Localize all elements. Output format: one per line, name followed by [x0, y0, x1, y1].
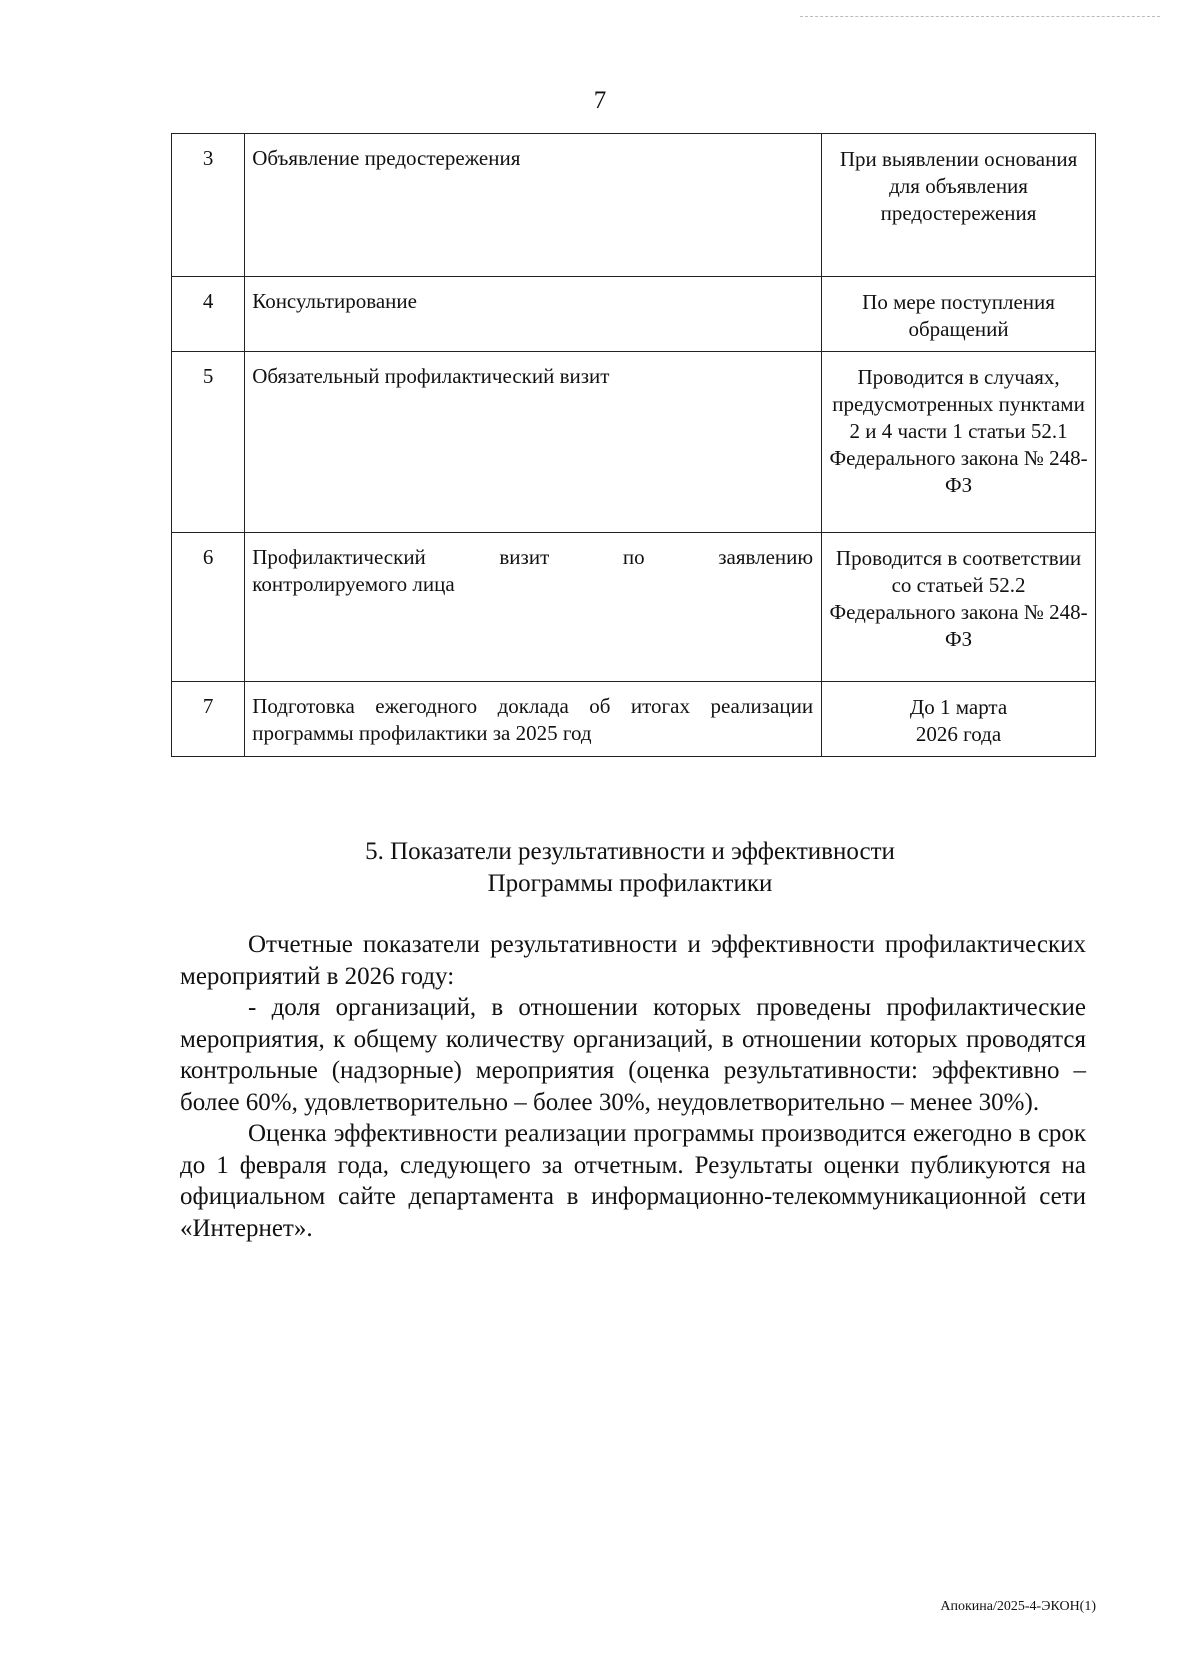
paragraph: Отчетные показатели результативности и эффективности профилактических мероприятий в 2026 году: — [180, 931, 1086, 990]
activity-word: Профилактический — [252, 545, 426, 569]
table-row — [172, 682, 1096, 757]
section-heading-line: 5. Показатели результативности и эффективности — [365, 838, 895, 865]
activity-cell — [245, 533, 822, 682]
table-row — [172, 134, 1096, 277]
row-number: 3 — [172, 134, 245, 277]
activity-cell: Обязательный профилактический визит — [245, 352, 822, 533]
activity-cell: Объявление предостережения — [245, 134, 822, 277]
activity-word: визит — [499, 545, 550, 569]
term-cell: По мере поступления обращений — [822, 277, 1096, 352]
page-number: 7 — [593, 87, 607, 114]
activity-cell: Консультирование — [245, 277, 822, 352]
activity-word: заявлению — [718, 545, 814, 569]
term-cell: При выявлении основания для объявления предостережения — [822, 134, 1096, 277]
document-reference: Апокина/2025-4-ЭКОН(1) — [940, 1599, 1096, 1614]
table-row — [172, 277, 1096, 352]
row-number: 6 — [172, 533, 245, 682]
activities-table — [171, 133, 1096, 757]
activity-line — [252, 544, 813, 571]
section-body — [180, 929, 1086, 1244]
activity-cell: Подготовка ежегодного доклада об итогах реализации программы профилактики за 2025 год — [245, 682, 822, 757]
section-heading — [0, 836, 1200, 900]
term-cell — [822, 682, 1096, 757]
term-cell: Проводится в случаях, предусмотренных пунктами 2 и 4 части 1 статьи 52.1 Федерального закона № 248-ФЗ — [822, 352, 1096, 533]
activity-word: по — [622, 545, 645, 569]
table-row — [172, 352, 1096, 533]
row-number: 5 — [172, 352, 245, 533]
row-number: 4 — [172, 277, 245, 352]
table-row — [172, 533, 1096, 682]
paragraph: - доля организаций, в отношении которых проведены профилактические мероприятия, к общему количеству организаций, в отношении которых проводятся контрольные (надзорные) мероприятия (оценка результативности: эффективно – более 60%, удовлетворительно – более 30%, неудовлетворительно – менее 30%). — [180, 994, 1086, 1116]
section-heading-line: Программы профилактики — [487, 870, 773, 897]
scan-artifact — [800, 16, 1160, 19]
term-line: 2026 года — [915, 722, 1002, 746]
paragraph: Оценка эффективности реализации программы производится ежегодно в срок до 1 февраля года, следующего за отчетным. Результаты оценки публикуются на официальном сайте департамента в информационно-телекоммуникационной сети «Интернет». — [180, 1120, 1086, 1242]
term-cell: Проводится в соответствии со статьей 52.2 Федерального закона № 248-ФЗ — [822, 533, 1096, 682]
activity-line: контролируемого лица — [252, 572, 455, 596]
term-line: До 1 марта — [909, 695, 1008, 719]
row-number: 7 — [172, 682, 245, 757]
